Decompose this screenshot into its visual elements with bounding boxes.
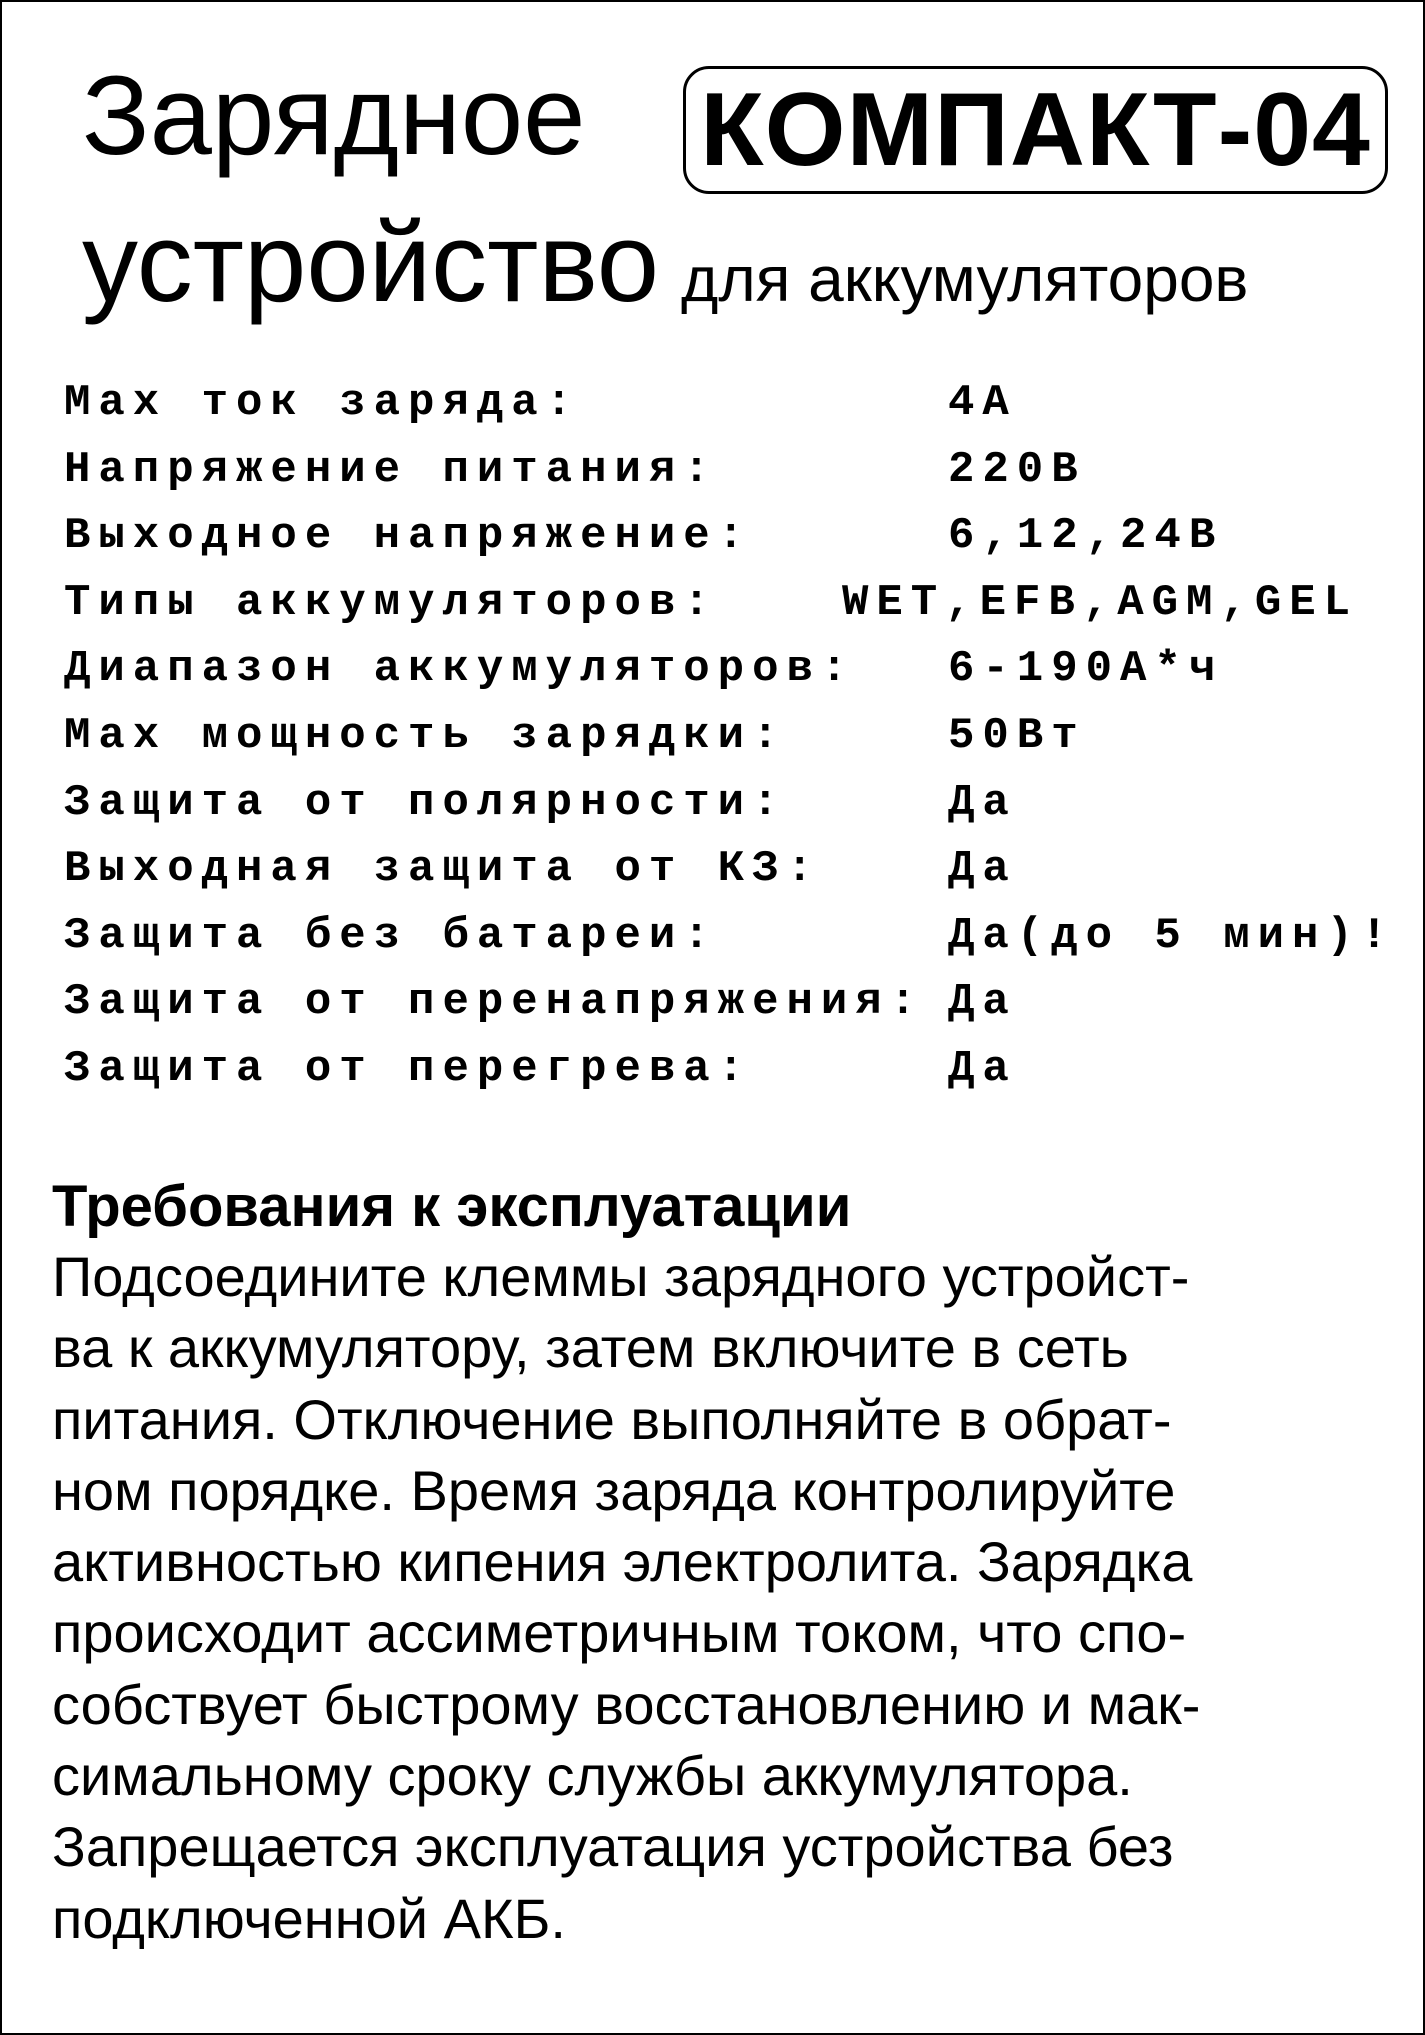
title-word-device: устройство [82,200,660,325]
spec-value: 6-190А*ч [948,644,1224,695]
spec-label: Защита от перегрева: [64,1043,753,1094]
requirements-line: симальному сроку службы аккумулятора. [52,1744,1133,1808]
requirements-line: происходит ассиметричным током, что спо- [52,1601,1187,1665]
spec-value: 4А [948,378,1017,428]
spec-row [64,437,1414,504]
requirements-line: ном порядке. Время заряда контролируйте [52,1458,1176,1522]
spec-row [64,836,1414,903]
spec-label: Диапазон аккумуляторов: [64,644,856,695]
requirements-heading: Требования к эксплуатации [52,1174,852,1239]
spec-label: Напряжение питания: [64,444,718,495]
spec-value: 6,12,24В [948,511,1224,562]
model-name: КОМПАКТ-04 [700,72,1371,188]
spec-row [64,636,1414,703]
spec-value: Да [948,777,1017,828]
spec-row [64,903,1414,970]
title-line-1: Зарядное [82,53,586,178]
title-line-2 [82,200,1249,325]
specifications-list [64,370,1414,1103]
spec-label: Выходная защита от КЗ: [64,844,821,895]
spec-value: Да [948,1043,1017,1094]
spec-row [64,703,1414,770]
requirements-line: питания. Отключение выполняйте в обрат- [52,1387,1172,1451]
spec-label: Защита без батареи: [64,910,718,961]
subtitle: для аккумуляторов [681,243,1249,315]
requirements-line: Подсоедините клеммы зарядного устройст- [52,1245,1190,1308]
spec-label: Max мощность зарядки: [64,710,787,761]
spec-label: Типы аккумуляторов: [64,577,718,628]
spec-value: Да [948,977,1017,1028]
requirements-line: собствует быстрому восстановлению и мак- [52,1672,1201,1736]
spec-value: 50Вт [948,710,1086,761]
spec-label: Выходное напряжение: [64,511,753,562]
spec-label: Max ток заряда: [64,378,581,428]
spec-row [64,503,1414,570]
model-badge [683,66,1388,194]
requirements-line: активностью кипения электролита. Зарядка [52,1530,1193,1594]
spec-row [64,1036,1414,1103]
spec-row [64,770,1414,837]
spec-row [64,969,1414,1036]
spec-value: WET,EFB,AGM,GEL [842,577,1359,628]
spec-row [64,570,1414,637]
requirements-text [52,1241,1402,1954]
requirements-line: Запрещается эксплуатация устройства без [52,1815,1174,1879]
spec-value: 220В [948,444,1086,495]
spec-label: Защита от перенапряжения: [64,977,925,1028]
requirements-line: ва к аккумулятору, затем включите в сеть [52,1316,1129,1380]
spec-value: Да [948,844,1017,895]
spec-value: Да(до 5 мин)! [948,910,1396,961]
spec-label: Защита от полярности: [64,777,787,828]
requirements-line: подключенной АКБ. [52,1886,566,1950]
spec-row [64,370,1414,437]
